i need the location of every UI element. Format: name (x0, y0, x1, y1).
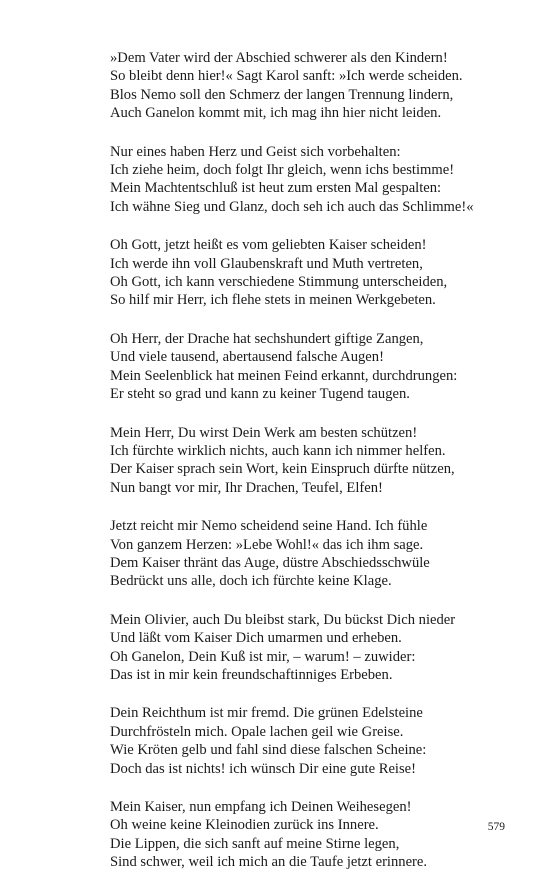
verse-line: Mein Machtentschluß ist heut zum ersten Mal gespalten: (110, 180, 442, 197)
verse-line: Wie Kröten gelb und fahl sind diese falschen Scheine: (110, 742, 427, 759)
verse-line: So bleibt denn hier!« Sagt Karol sanft: »Ich werde scheiden. (110, 68, 463, 85)
verse-line: Oh Gott, jetzt heißt es vom geliebten Kaiser scheiden! (110, 237, 427, 254)
verse-line: Nur eines haben Herz und Geist sich vorbehalten: (110, 143, 401, 160)
verse-line: Ich werde ihn voll Glaubenskraft und Muth vertreten, (110, 255, 423, 272)
verse-line: Blos Nemo soll den Schmerz der langen Trennung lindern, (110, 86, 454, 103)
verse-line: Ich fürchte wirklich nichts, auch kann ich nimmer helfen. (110, 442, 446, 459)
verse-line: Mein Kaiser, nun empfang ich Deinen Weihesegen! (110, 799, 412, 815)
stanza-5 (110, 424, 530, 498)
verse-line: Dein Reichthum ist mir fremd. Die grünen Edelsteine (110, 705, 423, 722)
stanza-4 (110, 330, 530, 404)
verse-line: Jetzt reicht mir Nemo scheidend seine Hand. Ich fühle (110, 518, 428, 535)
verse-line: Der Kaiser sprach sein Wort, kein Einspruch dürfte nützen, (110, 461, 455, 478)
verse-line: Oh weine keine Kleinodien zurück ins Innere. (110, 817, 379, 834)
stanza-2 (110, 143, 530, 217)
verse-line: Mein Herr, Du wirst Dein Werk am besten schützen! (110, 424, 418, 441)
verse-line: Und viele tausend, abertausend falsche Augen! (110, 349, 384, 366)
verse-line: Durchfrösteln mich. Opale lachen geil wie Greise. (110, 723, 404, 740)
verse-line: Bedrückt uns alle, doch ich fürchte keine Klage. (110, 573, 392, 590)
stanza-9 (110, 798, 530, 872)
verse-line: Und läßt vom Kaiser Dich umarmen und erheben. (110, 630, 402, 647)
verse-line: Das ist in mir kein freundschaftinniges Erbeben. (110, 666, 393, 683)
verse-line: Er steht so grad und kann zu keiner Tugend taugen. (110, 386, 410, 403)
verse-line: Doch das ist nichts! ich wünsch Dir eine gute Reise! (110, 760, 416, 777)
verse-line: Ich ziehe heim, doch folgt Ihr gleich, wenn ichs bestimme! (110, 162, 455, 179)
verse-line: Mein Olivier, auch Du bleibst stark, Du bückst Dich nieder (110, 611, 456, 628)
verse-line: Die Lippen, die sich sanft auf meine Stirne legen, (110, 835, 400, 852)
verse-line: Ich wähne Sieg und Glanz, doch seh ich auch das Schlimme!« (110, 198, 474, 215)
verse-line: Nun bangt vor mir, Ihr Drachen, Teufel, Elfen! (110, 479, 383, 496)
stanza-3 (110, 236, 530, 310)
verse-line: Oh Ganelon, Dein Kuß ist mir, – warum! – zuwider: (110, 648, 416, 665)
verse-line: Von ganzem Herzen: »Lebe Wohl!« das ich ihm sage. (110, 536, 424, 553)
verse-line: »Dem Vater wird der Abschied schwerer als den Kindern! (110, 50, 448, 66)
verse-line: Oh Gott, ich kann verschiedene Stimmung unterscheiden, (110, 274, 448, 291)
verse-line: Dem Kaiser thränt das Auge, düstre Abschiedsschwüle (110, 554, 430, 571)
poem-body (110, 49, 530, 892)
verse-line: So hilf mir Herr, ich flehe stets in meinen Werkgebeten. (110, 292, 436, 309)
verse-line: Auch Ganelon kommt mit, ich mag ihn hier nicht leiden. (110, 105, 442, 122)
stanza-7 (110, 611, 530, 685)
verse-line: Oh Herr, der Drache hat sechshundert giftige Zangen, (110, 330, 424, 347)
verse-line: Mein Seelenblick hat meinen Feind erkannt, durchdrungen: (110, 367, 458, 384)
stanza-1 (110, 49, 530, 123)
stanza-6 (110, 517, 530, 591)
page-number: 579 (487, 821, 505, 833)
verse-line: Sind schwer, weil ich mich an die Taufe jetzt erinnere. (110, 854, 428, 871)
stanza-8 (110, 704, 530, 778)
